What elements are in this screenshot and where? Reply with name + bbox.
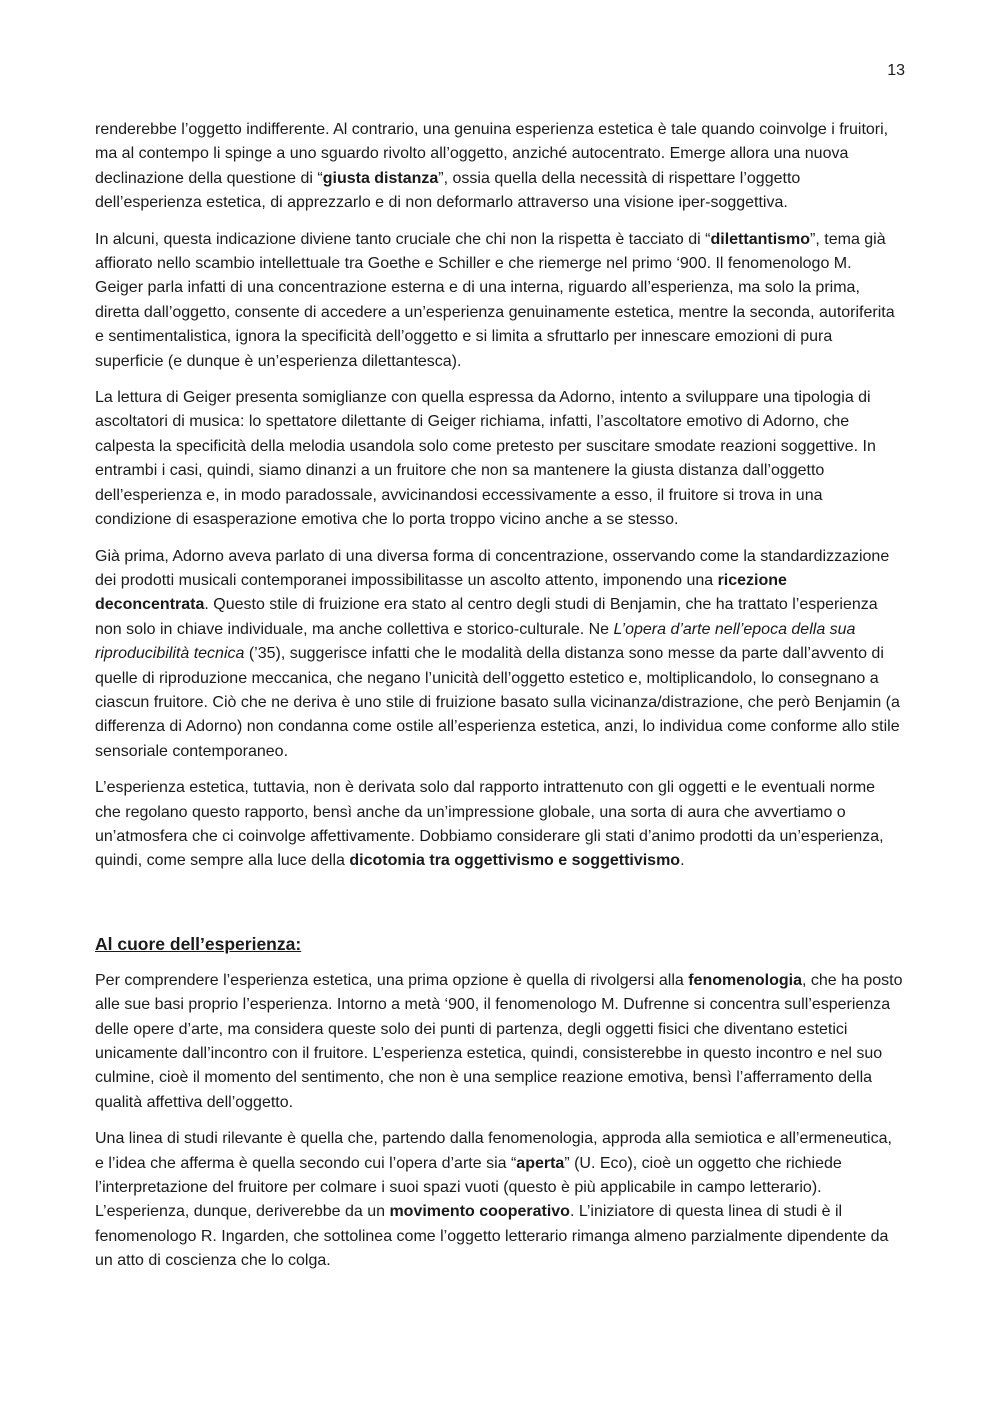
bold-term: dicotomia tra oggettivismo e soggettivismo	[349, 852, 681, 870]
paragraph	[95, 545, 903, 765]
bold-term: aperta	[516, 1154, 565, 1172]
text-run: ” (U. Eco), cioè un oggetto che richiede l’interpretazione del fruitore per colmare i suoi spazi vuoti (questo è più applicabile in campo letterario). L’esperienza, dunque, deriverebbe da un	[95, 1154, 842, 1221]
text-run: ”, tema già affiorato nello scambio intellettuale tra Goethe e Schiller e che riemerge nel primo ‘900. Il fenomenologo M. Geiger parla infatti di una concentrazione esterna e di una interna, riguardo all’esperienza, ma solo la prima, diretta dall’oggetto, consente di accedere a un’esperienza genuinamente estetica, mentre la seconda, autoriferita e sentimentalistica, ignora la specificità dell’oggetto e si limita a sfruttarlo per innescare emozioni di pura superficie (e dunque è un’esperienza dilettantesca).	[95, 230, 895, 370]
bold-term: dilettantismo	[710, 230, 811, 248]
bold-term: giusta distanza	[322, 169, 439, 187]
italic-title: L’opera d’arte nell’epoca della sua riproducibilità tecnica	[95, 620, 856, 663]
text-run: .	[680, 852, 685, 870]
bold-term: movimento cooperativo	[389, 1203, 570, 1221]
text-run: ”, ossia quella della necessità di rispettare l’oggetto dell’esperienza estetica, di apprezzarlo e di non deformarlo attraverso una visione iper-soggettiva.	[95, 169, 801, 212]
bold-term: fenomenologia	[688, 971, 802, 989]
text-run: Una linea di studi rilevante è quella che, partendo dalla fenomenologia, approda alla semiotica e all’ermeneutica, e l’idea che afferma è quella secondo cui l’opera d’arte sia “	[95, 1130, 892, 1172]
text-run: . L’iniziatore di questa linea di studi è il fenomenologo R. Ingarden, che sottolinea come l’oggetto letterario rimanga almeno parzialmente dipendente da un atto di coscienza che lo colga.	[95, 1203, 889, 1270]
paragraph	[95, 776, 903, 874]
text-run: La lettura di Geiger presenta somiglianze con quella espressa da Adorno, intento a sviluppare una tipologia di ascoltatori di musica: lo spettatore dilettante di Geiger richiama, infatti, l’ascoltatore emotivo di Adorno, che calpesta la specificità della melodia usandola solo come pretesto per suscitare smodate reazioni soggettive. In entrambi i casi, quindi, siamo dinanzi a un fruitore che non sa mantenere la giusta distanza dall’oggetto dell’esperienza e, in modo paradossale, avvicinandosi eccessivamente a esso, il fruitore si trova in una condizione di esasperazione emotiva che lo porta troppo vicino anche a se stesso.	[95, 389, 876, 529]
text-run: In alcuni, questa indicazione diviene tanto cruciale che chi non la rispetta è tacciato di “	[95, 230, 711, 248]
bold-term: ricezione deconcentrata	[95, 571, 787, 614]
text-run: Per comprendere l’esperienza estetica, una prima opzione è quella di rivolgersi alla	[95, 971, 689, 989]
paragraph	[95, 1127, 903, 1273]
text-run: . Questo stile di fruizione era stato al centro degli studi di Benjamin, che ha trattato l’esperienza non solo in chiave individuale, ma anche collettiva e storico-culturale. Ne	[95, 596, 878, 638]
section-heading: Al cuore dell’esperienza:	[95, 933, 302, 954]
text-run: (’35), suggerisce infatti che le modalità della distanza sono messe da parte dall’avvento di quelle di riproduzione meccanica, che negano l’unicità dell’oggetto estetico e, moltiplicandolo, lo consegnano a ciascun fruitore. Ciò che ne deriva è uno stile di fruizione basato sulla vicinanza/distrazione, che però Benjamin (a differenza di Adorno) non condanna come ostile all’esperienza estetica, anzi, lo individua come conforme allo stile sensoriale contemporaneo.	[95, 645, 900, 760]
document-body	[95, 118, 903, 1286]
page-number: 13	[887, 62, 905, 79]
text-run: Già prima, Adorno aveva parlato di una diversa forma di concentrazione, osservando come la standardizzazione dei prodotti musicali contemporanei impossibilitasse un ascolto attento, imponendo una	[95, 547, 890, 589]
paragraph	[95, 228, 903, 374]
paragraph	[95, 118, 903, 216]
paragraph	[95, 386, 903, 532]
paragraph	[95, 969, 903, 1115]
text-run: L’esperienza estetica, tuttavia, non è derivata solo dal rapporto intrattenuto con gli oggetti e le eventuali norme che regolano questo rapporto, bensì anche da un’impressione globale, una sorta di aura che avvertiamo o un’atmosfera che ci coinvolge affettivamente. Dobbiamo considerare gli stati d’animo prodotti da un’esperienza, quindi, come sempre alla luce della	[95, 779, 884, 870]
text-run: renderebbe l’oggetto indifferente. Al contrario, una genuina esperienza estetica è tale quando coinvolge i fruitori, ma al contempo li spinge a uno sguardo rivolto all’oggetto, anziché autocentrato. Emerge allora una nuova declinazione della questione di “	[95, 121, 889, 187]
text-run: , che ha posto alle sue basi proprio l’esperienza. Intorno a metà ‘900, il fenomenologo M. Dufrenne si concentra sull’esperienza delle opere d’arte, ma considera queste solo dei punti di partenza, degli oggetti fisici che diventano estetici unicamente dall’incontro con il fruitore. L’esperienza estetica, quindi, consisterebbe in questo incontro e nel suo culmine, cioè il momento del sentimento, che non è una semplice reazione emotiva, bensì l’afferramento della qualità affettiva dell’oggetto.	[95, 971, 903, 1111]
